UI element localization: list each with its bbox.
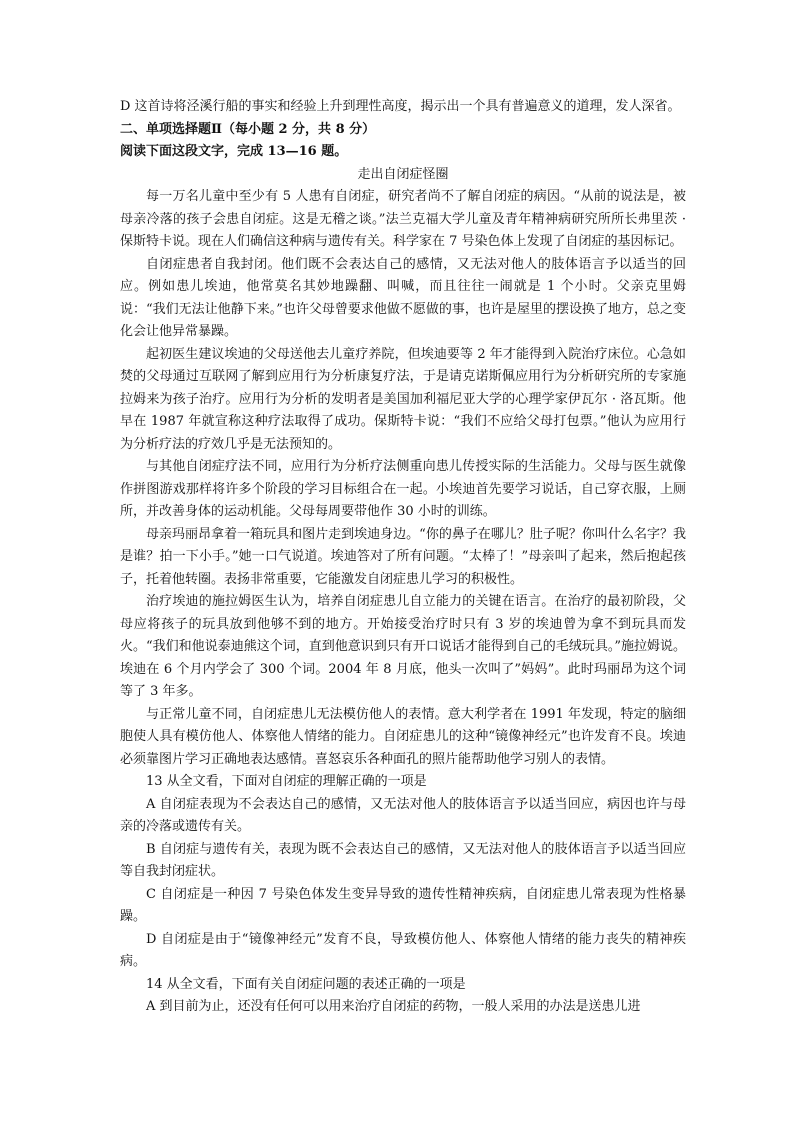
article-paragraph: 起初医生建议埃迪的父母送他去儿童疗养院，但埃迪要等 2 年才能得到入院治疗床位。心急如焚的父母通过互联网了解到应用行为分析康复疗法，于是请克诺斯佩应用行为分析研究所的专家施拉姆来为孩子治疗。应用行为分析的发明者是美国加利福尼亚大学的心理学家伊瓦尔 · 洛瓦斯。他早在 1987 年就宣称这种疗法取得了成功。保斯特卡说：“我们不应给父母打包票。”他认为应用行为分析疗法的疗效几乎是无法预知的。 [120, 346, 686, 452]
document-page [120, 96, 686, 1019]
article-paragraph: 自闭症患者自我封闭。他们既不会表达自己的感情，又无法对他人的肢体语言予以适当的回应。例如患儿埃迪，他常莫名其妙地躁翻、叫喊，而且往往一闹就是 1 个小时。父亲克里姆说：“我们无法让他静下来。”也许父母曾要求他做不愿做的事，也许是屋里的摆设换了地方，总之变化会让他异常暴躁。 [120, 256, 686, 339]
article-paragraph: 每一万名儿童中至少有 5 人患有自闭症，研究者尚不了解自闭症的病因。“从前的说法是，被母亲冷落的孩子会患自闭症。这是无稽之谈。”法兰克福大学儿童及青年精神病研究所所长弗里茨 · 保斯特卡说。现在人们确信这种病与遗传有关。科学家在 7 号染色体上发现了自闭症的基因标记。 [120, 189, 686, 249]
question-14-stem: 14 从全文看，下面有关自闭症问题的表述正确的一项是 [146, 976, 466, 992]
question-13-option-a: A 自闭症表现为不会表达自己的感情，又无法对他人的肢体语言予以适当回应，病因也许与母亲的冷落或遗传有关。 [120, 796, 686, 834]
article-paragraph: 与正常儿童不同，自闭症患儿无法模仿他人的表情。意大利学者在 1991 年发现，特定的脑细胞使人具有模仿他人、体察他人情绪的能力。自闭症患儿的这种“镜像神经元”也许发育不良。埃迪必须靠图片学习正确地表达感情。喜怒哀乐各种面孔的照片能帮助他学习别人的表情。 [120, 706, 686, 767]
article-paragraph: 治疗埃迪的施拉姆医生认为，培养自闭症患儿自立能力的关键在语言。在治疗的最初阶段，父母应将孩子的玩具放到他够不到的地方。开始接受治疗时只有 3 岁的埃迪曾为拿不到玩具而发火。“我们和他说泰迪熊这个词，直到他意识到只有开口说话才能得到自己的毛绒玩具。”施拉姆说。埃迪在 6 个月内学会了 300 个词。2004 年 8 月底，他头一次叫了”妈妈”。此时玛丽昂为这个词等了 3 年多。 [120, 594, 686, 699]
question-14-option-a: A 到目前为止，还没有任何可以用来治疗自闭症的药物，一般人采用的办法是送患儿进 [146, 999, 641, 1014]
article-paragraph: 母亲玛丽昂拿着一箱玩具和图片走到埃迪身边。“你的鼻子在哪儿？肚子呢？你叫什么名字？我是谁？拍一下小手。”她一口气说道。埃迪答对了所有问题。“太棒了！”母亲叫了起来，然后抱起孩子，托着他转圈。表扬非常重要，它能激发自闭症患儿学习的积极性。 [120, 526, 686, 587]
prev-option-d: D 这首诗将泾溪行船的事实和经验上升到理性高度，揭示出一个具有普遍意义的道理，发人深省。 [120, 99, 681, 114]
question-13-option-b: B 自闭症与遗传有关，表现为既不会表达自己的感情，又无法对他人的肢体语言予以适当回应等自我封闭症状。 [120, 841, 686, 879]
question-13-option-d: D 自闭症是由于“镜像神经元”发育不良，导致模仿他人、体察他人情绪的能力丧失的精神疾病。 [120, 931, 686, 969]
article-paragraph: 与其他自闭症疗法不同，应用行为分析疗法侧重向患儿传授实际的生活能力。父母与医生就像作拼图游戏那样将许多个阶段的学习目标组合在一起。小埃迪首先要学习说话，自己穿衣服，上厕所，并改善身体的运动机能。父母每周要带他作 30 小时的训练。 [120, 459, 686, 519]
article-title: 走出自闭症怪圈 [357, 166, 449, 182]
reading-instruction: 阅读下面这段文字，完成 13—16 题。 [120, 144, 348, 159]
question-13-option-c: C 自闭症是一种因 7 号染色体发生变异导致的遗传性精神疾病，自闭症患儿常表现为性格暴躁。 [120, 886, 686, 924]
section-heading: 二、单项选择题Ⅱ（每小题 2 分，共 8 分） [120, 121, 376, 137]
question-13-stem: 13 从全文看，下面对自闭症的理解正确的一项是 [146, 774, 427, 789]
